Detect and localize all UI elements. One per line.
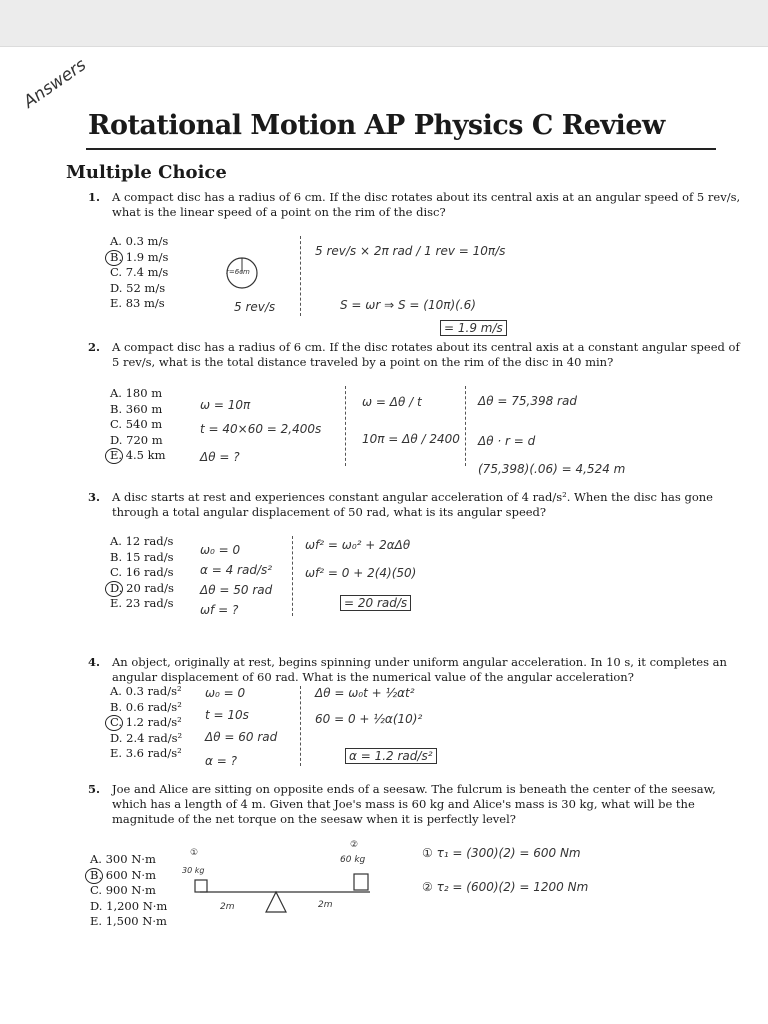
page-title: Rotational Motion AP Physics C Review bbox=[88, 110, 665, 141]
question-1-options bbox=[110, 234, 168, 312]
handwritten-work: t = 40×60 = 2,400s bbox=[200, 422, 322, 436]
option-a[interactable]: A. 300 N·m bbox=[90, 852, 156, 866]
option-b[interactable]: B. 15 rad/s bbox=[110, 549, 174, 564]
handwritten-work: ωf² = 0 + 2(4)(50) bbox=[305, 566, 417, 580]
title-underline bbox=[86, 148, 716, 150]
handwritten-work: 10π = Δθ / 2400 bbox=[362, 432, 460, 446]
question-2-options bbox=[110, 386, 166, 464]
handwritten-work: α = 4 rad/s² bbox=[200, 563, 273, 577]
option-d[interactable]: D. 2.4 rad/s² bbox=[110, 730, 183, 745]
handwritten-answer-box: (75,398)(.06) = 4,524 m bbox=[478, 462, 626, 476]
question-number: 3. bbox=[88, 490, 101, 504]
work-divider bbox=[465, 386, 466, 466]
handwritten-answer-box: α = 1.2 rad/s² bbox=[345, 748, 437, 764]
handwritten-work: ω = Δθ / t bbox=[362, 395, 422, 409]
handwritten-work: 60 kg bbox=[340, 855, 366, 865]
option-d[interactable]: D. 1,200 N·m bbox=[90, 898, 168, 913]
handwritten-work: r=6cm bbox=[226, 268, 250, 276]
option-d[interactable]: D. 52 m/s bbox=[110, 280, 166, 295]
scan-top-band bbox=[0, 0, 768, 47]
question-3-options bbox=[110, 534, 174, 612]
handwritten-answer-box: = 20 rad/s bbox=[340, 595, 411, 611]
handwritten-work: Δθ = ω₀t + ½αt² bbox=[315, 686, 415, 700]
handwritten-work: Δθ = 60 rad bbox=[205, 730, 278, 744]
option-b[interactable]: B. 1.9 m/s bbox=[110, 250, 168, 266]
question-4-options bbox=[110, 684, 182, 762]
handwritten-work: α = ? bbox=[205, 754, 237, 768]
handwritten-work: 5 rev/s bbox=[234, 300, 276, 314]
work-divider bbox=[300, 686, 301, 766]
selected-answer-ring bbox=[85, 868, 103, 884]
option-a[interactable]: A. 0.3 m/s bbox=[110, 234, 169, 248]
option-d[interactable]: D. 720 m bbox=[110, 432, 163, 447]
answers-annotation: Answers bbox=[20, 54, 91, 113]
option-a[interactable]: A. 0.3 rad/s² bbox=[110, 684, 182, 698]
question-text: An object, originally at rest, begins spinning under uniform angular acceleration. In 10 s, it completes an angular displacement of 60 rad. What is the numerical value of the angular acceleration? bbox=[112, 655, 727, 684]
question-text: A compact disc has a radius of 6 cm. If the disc rotates about its central axis at a constant angular speed of 5 rev/s, what is the total distance traveled by a point on the rim of the disc in 40 min? bbox=[112, 340, 740, 369]
handwritten-work: ω₀ = 0 bbox=[205, 686, 246, 700]
option-b[interactable]: B. 360 m bbox=[110, 401, 163, 416]
handwritten-work: ω = 10π bbox=[200, 398, 251, 412]
option-c[interactable]: C. 16 rad/s bbox=[110, 565, 174, 579]
work-divider bbox=[300, 236, 301, 316]
selected-answer-ring bbox=[105, 250, 123, 266]
question-text: Joe and Alice are sitting on opposite ends of a seesaw. The fulcrum is beneath the center of the seesaw, which has a length of 4 m. Given that Joe's mass is 60 kg and Alice's mass is 30 kg, what will be the magnitude of the net torque on the seesaw when it is perfectly level? bbox=[112, 782, 716, 826]
question-number: 1. bbox=[88, 190, 101, 204]
handwritten-work: 5 rev/s × 2π rad / 1 rev = 10π/s bbox=[315, 244, 506, 258]
option-a[interactable]: A. 180 m bbox=[110, 386, 163, 400]
handwritten-work: ① τ₁ = (300)(2) = 600 Nm bbox=[422, 846, 581, 860]
option-b[interactable]: B. 0.6 rad/s² bbox=[110, 699, 182, 714]
handwritten-answer-box: = 1.9 m/s bbox=[440, 320, 507, 336]
handwritten-work: t = 10s bbox=[205, 708, 249, 722]
option-c[interactable]: C. 7.4 m/s bbox=[110, 265, 169, 279]
question-number: 5. bbox=[88, 782, 101, 796]
option-e[interactable]: E. 1,500 N·m bbox=[90, 914, 167, 928]
question-text: A disc starts at rest and experiences constant angular acceleration of 4 rad/s². When the disc has gone through a total angular displacement of 50 rad, what is its angular speed? bbox=[112, 490, 713, 519]
option-e[interactable]: E. 23 rad/s bbox=[110, 596, 174, 610]
handwritten-work: Δθ = ? bbox=[200, 450, 240, 464]
handwritten-work: ωf = ? bbox=[200, 603, 239, 617]
option-d[interactable]: D. 20 rad/s bbox=[110, 581, 174, 597]
question-number: 4. bbox=[88, 655, 101, 669]
section-heading: Multiple Choice bbox=[66, 162, 227, 183]
option-c[interactable]: C. 1.2 rad/s² bbox=[110, 715, 182, 731]
handwritten-work: ① bbox=[190, 848, 199, 858]
option-e[interactable]: E. 4.5 km bbox=[110, 448, 166, 464]
handwritten-work: S = ωr ⇒ S = (10π)(.6) bbox=[340, 298, 476, 312]
option-b[interactable]: B. 600 N·m bbox=[90, 868, 167, 884]
selected-answer-ring bbox=[105, 581, 123, 597]
handwritten-work: ωf² = ω₀² + 2αΔθ bbox=[305, 538, 411, 552]
selected-answer-ring bbox=[105, 715, 123, 731]
option-e[interactable]: E. 3.6 rad/s² bbox=[110, 746, 182, 760]
handwritten-work: 60 = 0 + ½α(10)² bbox=[315, 712, 423, 726]
handwritten-work: Δθ · r = d bbox=[478, 434, 536, 448]
handwritten-work: Δθ = 75,398 rad bbox=[478, 394, 577, 408]
option-c[interactable]: C. 900 N·m bbox=[90, 883, 156, 897]
work-divider bbox=[345, 386, 346, 466]
handwritten-work: 30 kg bbox=[182, 866, 205, 875]
seesaw-sketch bbox=[190, 870, 380, 920]
question-number: 2. bbox=[88, 340, 101, 354]
handwritten-work: ② τ₂ = (600)(2) = 1200 Nm bbox=[422, 880, 589, 894]
handwritten-work: Δθ = 50 rad bbox=[200, 583, 273, 597]
question-text: A compact disc has a radius of 6 cm. If the disc rotates about its central axis at an angular speed of 5 rev/s, what is the linear speed of a point on the rim of the disc? bbox=[112, 190, 741, 219]
handwritten-work: 2m bbox=[220, 902, 235, 912]
work-divider bbox=[292, 536, 293, 616]
selected-answer-ring bbox=[105, 448, 123, 464]
question-5-options bbox=[90, 852, 167, 930]
handwritten-work: ω₀ = 0 bbox=[200, 543, 241, 557]
option-e[interactable]: E. 83 m/s bbox=[110, 296, 165, 310]
option-c[interactable]: C. 540 m bbox=[110, 417, 163, 431]
handwritten-work: 2m bbox=[318, 900, 333, 910]
handwritten-work: ② bbox=[350, 840, 359, 850]
option-a[interactable]: A. 12 rad/s bbox=[110, 534, 174, 548]
